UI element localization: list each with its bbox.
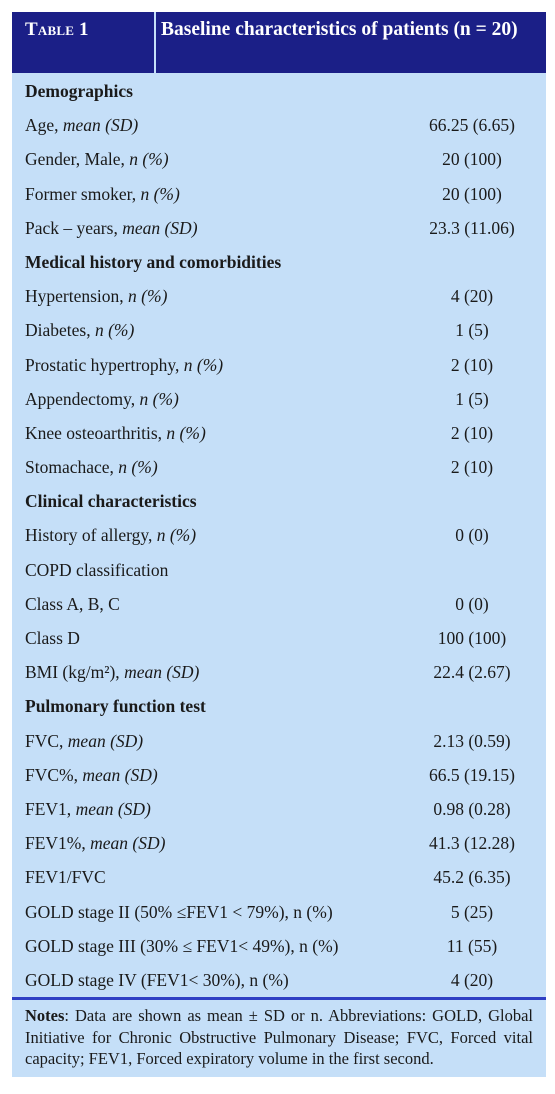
row-value: 4 (20) [450,286,494,307]
row-unit: n (%) [139,388,179,409]
row-label-text: Former smoker, [25,183,141,204]
row-label-text: FVC, [25,730,68,751]
row-value: 41.3 (12.28) [428,833,516,854]
table-title: Baseline characteristics of patients (n = 20) [161,19,518,40]
row-label-text: Pulmonary function test [25,696,206,717]
section-header [12,74,546,108]
table-row [12,382,546,416]
row-label-text: History of allergy, [25,525,157,546]
row-value: 100 (100) [437,628,507,648]
row-label-text: Knee osteoarthritis, [25,422,167,443]
row-label [25,423,206,444]
row-value: 2 (10) [450,354,494,375]
row-unit: n (%) [140,183,180,204]
table-row [12,621,546,655]
row-label-text: GOLD stage IV (FEV1< 30%), n (%) [25,969,289,990]
table-row [12,929,546,963]
row-value: 4 (20) [450,969,494,990]
row-value: 1 (5) [455,388,489,409]
table-row [12,142,546,176]
row-value: 2 (10) [450,457,494,478]
table-row [12,724,546,758]
row-label-text: GOLD stage II (50% ≤FEV1 < 79%), n (%) [25,901,333,922]
row-value: 0.98 (0.28) [433,798,511,819]
row-unit: n (%) [166,422,206,443]
table-row [12,416,546,450]
row-label-text: Diabetes, [25,320,95,341]
row-label-text: Gender, Male, [25,149,130,170]
row-unit: mean (SD) [82,764,158,785]
table-row [12,963,546,997]
row-unit: mean (SD) [62,115,139,136]
row-value: 2.13 (0.59) [433,730,511,751]
row-label-text: BMI (kg/m²), [25,662,125,683]
row-label [25,115,138,136]
row-label [25,867,106,888]
row-label-text: Stomachace, [25,457,119,478]
table-label-text: Table 1 [25,19,89,40]
table-row [12,553,546,587]
header-divider [154,12,156,73]
row-label-text: Medical history and comorbidities [25,251,282,272]
row-label-text: Demographics [25,81,133,101]
row-label [25,320,134,341]
table-notes [12,997,546,1077]
row-value: 5 (25) [450,901,494,922]
row-unit: n (%) [129,149,169,170]
table-row [12,895,546,929]
table-row [12,313,546,347]
row-label-text: Class A, B, C [25,593,120,614]
row-label [25,457,158,478]
row-label [25,902,333,923]
row-value: 0 (0) [455,525,489,546]
row-value: 66.5 (19.15) [428,764,516,785]
section-title [25,491,197,512]
table-row [12,860,546,894]
table-row [12,177,546,211]
section-header [12,245,546,279]
notes-label: Notes [25,1006,65,1026]
table-row [12,792,546,826]
row-label [25,833,165,854]
row-label-text: Hypertension, [25,286,129,307]
table-figure [12,12,546,1077]
table-header [12,12,546,73]
row-value: 20 (100) [442,149,502,170]
row-label-text: GOLD stage III (30% ≤ FEV1< 49%), n (%) [25,935,339,956]
row-label [25,765,158,786]
row-label [25,355,223,376]
row-label [25,662,199,683]
row-value: 22.4 (2.67) [433,662,511,683]
section-header [12,484,546,518]
row-label [25,389,179,410]
row-unit: mean (SD) [75,798,151,819]
row-label-text: Age, [25,115,63,136]
row-label [25,218,198,239]
row-unit: mean (SD) [67,730,144,751]
row-label-text: FVC%, [25,764,83,785]
row-label [25,560,168,581]
row-value: 66.25 (6.65) [428,115,516,136]
row-value: 0 (0) [455,593,489,614]
row-label [25,799,151,820]
row-label-text: Clinical characteristics [25,491,197,512]
row-label-text: FEV1/FVC [25,867,106,888]
row-unit: mean (SD) [90,833,166,854]
table-label [25,19,89,41]
row-label [25,149,169,170]
row-unit: mean (SD) [124,662,200,683]
table-row [12,655,546,689]
table-row [12,826,546,860]
row-label [25,594,120,615]
table-row [12,518,546,552]
table-body [12,73,546,997]
notes-text: : Data are shown as mean ± SD or n. Abbreviations: GOLD, Global Initiative for Chronic Obstructive Pulmonary Disease; FVC, Forced vital capacity; FEV1, Forced expiratory volume in the first second. [25,1006,533,1069]
section-header [12,689,546,723]
row-unit: n (%) [183,354,224,375]
row-label [25,628,80,649]
section-title [25,81,133,102]
row-value: 11 (55) [446,935,498,956]
table-row [12,348,546,382]
row-label-text: COPD classification [25,559,169,580]
row-label-text: Appendectomy, [25,388,140,409]
table-row [12,211,546,245]
row-value: 20 (100) [442,183,502,204]
row-label [25,286,167,307]
row-unit: n (%) [94,320,135,341]
row-label [25,731,143,752]
row-value: 1 (5) [455,320,489,341]
row-label-text: FEV1%, [25,833,91,854]
row-label [25,970,289,991]
row-label-text: Prostatic hypertrophy, [25,354,184,375]
section-title [25,696,206,717]
row-unit: n (%) [156,525,197,546]
row-unit: n (%) [118,457,158,478]
row-unit: n (%) [128,286,168,307]
table-row [12,108,546,142]
table-row [12,279,546,313]
row-label [25,525,196,546]
section-title [25,252,281,273]
row-label [25,184,180,205]
row-value: 2 (10) [450,422,494,443]
row-unit: mean (SD) [122,217,198,238]
row-value: 23.3 (11.06) [429,217,515,238]
row-value: 45.2 (6.35) [433,867,511,888]
row-label [25,936,339,957]
table-row [12,587,546,621]
table-row [12,450,546,484]
row-label-text: Pack – years, [25,217,123,238]
row-label-text: FEV1, [25,798,76,819]
table-row [12,758,546,792]
row-label-text: Class D [25,628,80,648]
